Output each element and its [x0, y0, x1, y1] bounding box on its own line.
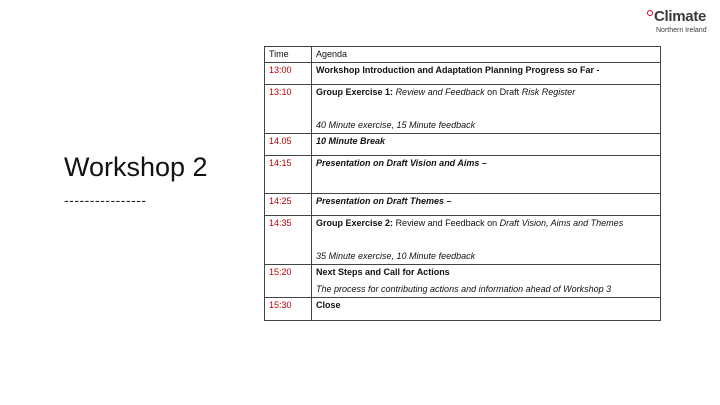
table-row [265, 216, 661, 265]
row-detail: on [487, 87, 498, 97]
row-detail: Review and Feedback [395, 87, 485, 97]
row-note: 40 Minute exercise, 15 Minute feedback [316, 120, 476, 130]
row-time: 14:15 [265, 156, 312, 194]
row-detail: Draft [499, 87, 520, 97]
row-time: 14:35 [265, 216, 312, 265]
row-agenda [312, 298, 661, 321]
table-header-row [265, 47, 661, 63]
header-time: Time [265, 47, 312, 63]
title-underline: ---------------- [64, 192, 147, 208]
logo-wordmark: Climate [654, 8, 707, 25]
row-time: 15:20 [265, 265, 312, 298]
row-title: Workshop Introduction and Adaptation Planning Progress so Far - [316, 65, 600, 75]
row-time: 13:10 [265, 85, 312, 134]
table-row [265, 85, 661, 134]
agenda-table [264, 46, 661, 321]
row-title: Presentation on Draft Vision and Aims – [316, 158, 487, 168]
table-row [265, 194, 661, 216]
row-agenda [312, 194, 661, 216]
row-agenda [312, 134, 661, 156]
table-row [265, 156, 661, 194]
row-agenda [312, 156, 661, 194]
row-detail: Review and Feedback on [395, 218, 498, 228]
row-note: The process for contributing actions and information ahead of Workshop 3 [316, 284, 612, 294]
row-detail: Draft Vision, Aims and Themes [499, 218, 624, 228]
row-agenda [312, 63, 661, 85]
logo-subtitle: Northern Ireland [656, 27, 707, 34]
row-title: Close [316, 300, 341, 310]
row-time: 13:00 [265, 63, 312, 85]
table-row [265, 134, 661, 156]
row-title: Group Exercise 2: [316, 218, 394, 228]
row-title: Presentation on Draft Themes – [316, 196, 452, 206]
table-row [265, 63, 661, 85]
table-row [265, 265, 661, 298]
table-row [265, 298, 661, 321]
row-title: Next Steps and Call for Actions [316, 267, 450, 277]
climate-ni-logo [645, 6, 715, 38]
logo-mark-icon [647, 10, 653, 16]
row-agenda [312, 85, 661, 134]
row-time: 14.05 [265, 134, 312, 156]
row-title: Group Exercise 1: [316, 87, 394, 97]
row-detail: Risk Register [521, 87, 576, 97]
row-agenda [312, 216, 661, 265]
row-note: 35 Minute exercise, 10 Minute feedback [316, 251, 476, 261]
slide-title: Workshop 2 [64, 152, 208, 182]
row-time: 15:30 [265, 298, 312, 321]
row-time: 14:25 [265, 194, 312, 216]
header-agenda: Agenda [312, 47, 661, 63]
row-agenda [312, 265, 661, 298]
row-title: 10 Minute Break [316, 136, 386, 146]
